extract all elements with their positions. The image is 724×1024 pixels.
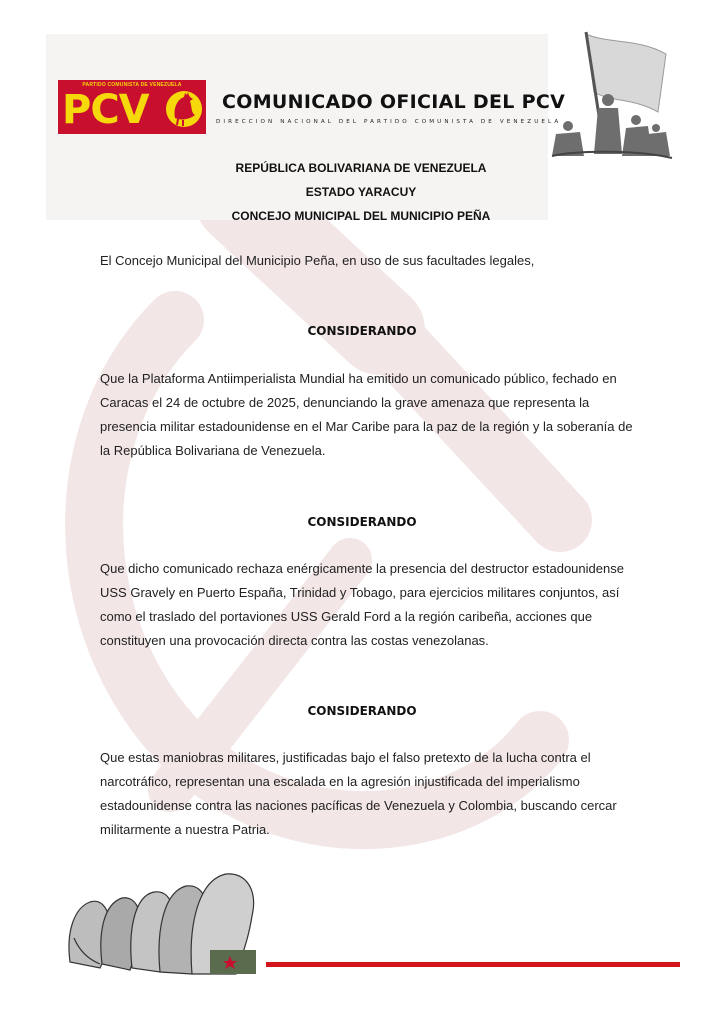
- section-heading: CONSIDERANDO: [307, 515, 417, 529]
- gov-line-council: CONCEJO MUNICIPAL DEL MUNICIPIO PEÑA: [231, 209, 491, 223]
- section-heading: CONSIDERANDO: [307, 704, 417, 718]
- gov-line-republic: REPÚBLICA BOLIVARIANA DE VENEZUELA: [235, 161, 487, 175]
- footer-accent-line: [266, 962, 680, 967]
- section-paragraph: Que dicho comunicado rechaza enérgicamente la presencia del destructor estadounidense USS Gravely en Puerto España, Trinidad y Tobago, para ejercicios militares conjuntos, así como el traslado del portaviones USS Gerald Ford a la región caribeña, acciones que constituyen una provocación directa contra las costas venezolanas.: [100, 561, 624, 648]
- flag-bearer-crowd-illustration: [548, 28, 674, 162]
- logo-letters: PCV: [62, 87, 149, 133]
- logo-party-name: PARTIDO COMUNISTA DE VENEZUELA: [82, 82, 182, 88]
- government-heading: [46, 156, 676, 228]
- page-subtitle: DIRECCION NACIONAL DEL PARTIDO COMUNISTA DE VENEZUELA: [216, 119, 562, 125]
- intro-paragraph: El Concejo Municipal del Municipio Peña, en uso de sus facultades legales,: [100, 253, 535, 268]
- gov-line-state: ESTADO YARACUY: [305, 185, 417, 199]
- pcv-logo: [58, 80, 206, 134]
- rooster-icon: [164, 85, 204, 131]
- section-paragraph: Que estas maniobras militares, justificadas bajo el falso pretexto de la lucha contra el narcotráfico, representan una escalada en la agresión injustificada del imperialismo estadounidense contra las naciones pacíficas de Venezuela y Colombia, buscando cercar militarmente a nuestra Patria.: [100, 750, 617, 837]
- page-title: COMUNICADO OFICIAL DEL PCV: [222, 91, 566, 113]
- section-heading: CONSIDERANDO: [307, 324, 417, 338]
- section-paragraph: Que la Plataforma Antiimperialista Mundial ha emitido un comunicado público, fechado en Caracas el 24 de octubre de 2025, denunciando la grave amenaza que representa la presencia militar estadounidense en el Mar Caribe para la paz de la región y la soberanía de la República Bolivariana de Venezuela.: [100, 371, 633, 458]
- leaders-portrait-illustration: [60, 852, 270, 976]
